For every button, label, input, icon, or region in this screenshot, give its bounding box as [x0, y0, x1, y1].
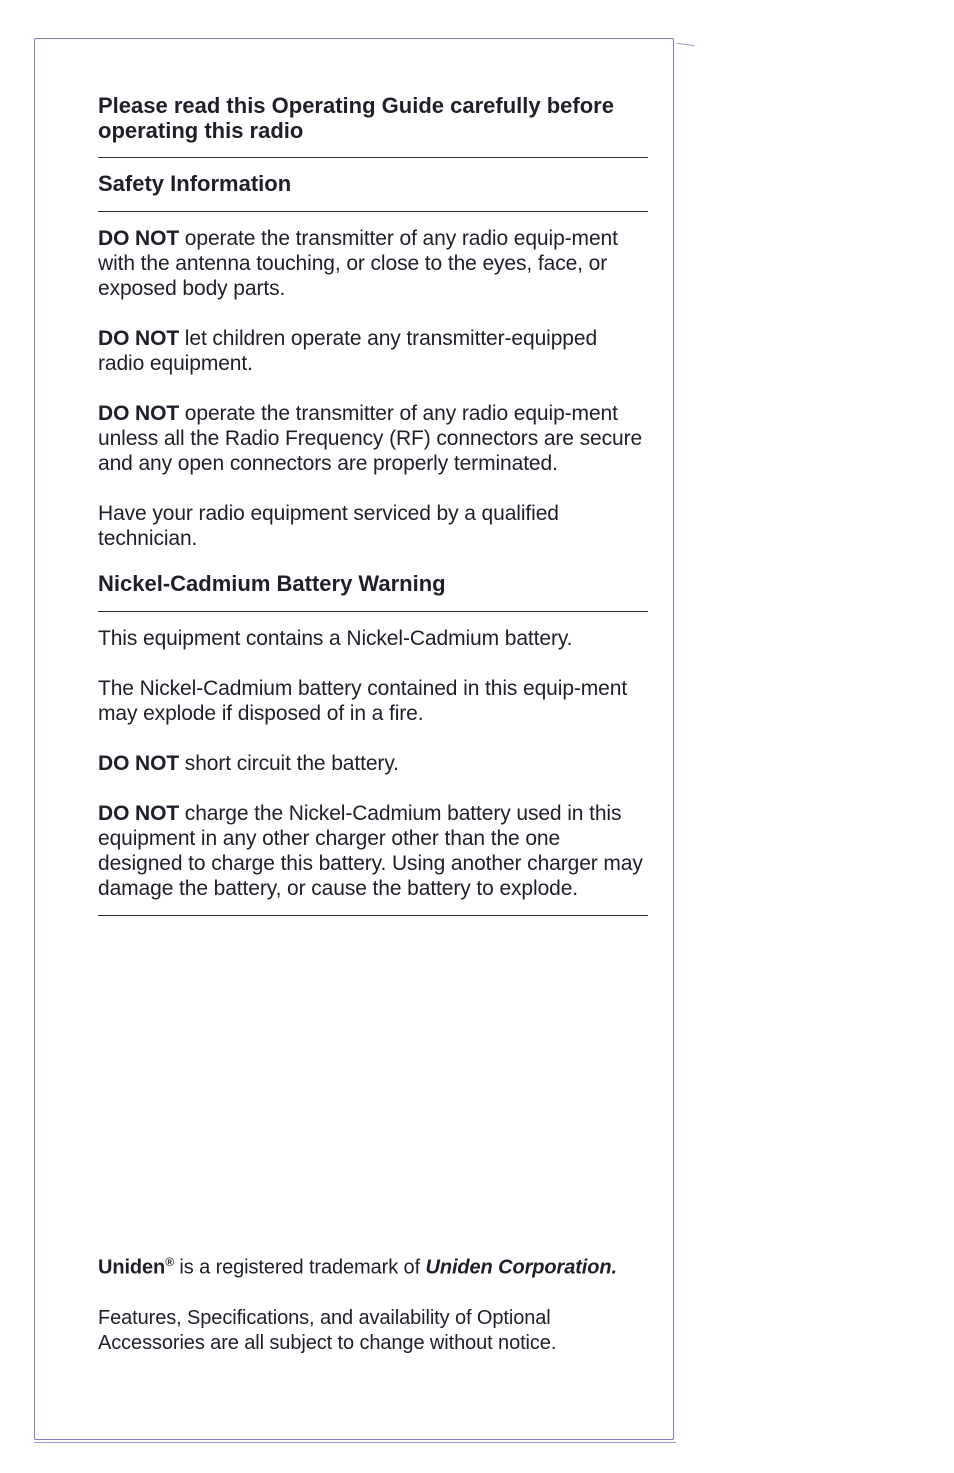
- warning-lead: DO NOT: [98, 327, 180, 350]
- warning-lead: DO NOT: [98, 752, 180, 775]
- intro-heading: Please read this Operating Guide carefully before operating this radio: [98, 93, 648, 158]
- guide-content: [98, 93, 648, 916]
- safety-item-text: operate the transmitter of any radio equip-ment unless all the Radio Frequency (RF) connectors are secure and any open connectors are properly terminated.: [98, 402, 643, 475]
- safety-section: [98, 212, 648, 551]
- battery-section: [98, 612, 648, 901]
- registered-mark: ®: [165, 1255, 174, 1269]
- warning-lead: DO NOT: [98, 402, 180, 425]
- safety-item: [98, 401, 648, 476]
- warning-lead: DO NOT: [98, 227, 180, 250]
- footer: [98, 1250, 658, 1356]
- safety-item: [98, 226, 648, 301]
- battery-item: [98, 676, 648, 726]
- battery-item: [98, 626, 648, 651]
- battery-item: [98, 751, 648, 776]
- battery-warning-heading: Nickel-Cadmium Battery Warning: [98, 563, 648, 612]
- safety-item: [98, 501, 648, 551]
- safety-heading: Safety Information: [98, 158, 648, 212]
- safety-item-text: let children operate any transmitter-equipped radio equipment.: [98, 327, 598, 375]
- change-notice: Features, Specifications, and availability of Optional Accessories are all subject to change without notice.: [98, 1306, 557, 1354]
- battery-item-text: This equipment contains a Nickel-Cadmium battery.: [98, 627, 573, 650]
- battery-item-text: charge the Nickel-Cadmium battery used in this equipment in any other charger other than the one designed to charge this battery. Using another charger may damage the battery, or cause the battery to explode.: [98, 802, 643, 900]
- section-end-rule: [98, 915, 648, 916]
- trademark-notice: [98, 1250, 658, 1281]
- battery-item-text: The Nickel-Cadmium battery contained in this equip-ment may explode if disposed of in a fire.: [98, 677, 628, 725]
- brand-name: Uniden: [98, 1256, 166, 1279]
- battery-item-text: short circuit the battery.: [179, 752, 399, 775]
- corporation-name: Uniden Corporation.: [425, 1256, 617, 1279]
- safety-item: [98, 326, 648, 376]
- warning-lead: DO NOT: [98, 802, 180, 825]
- trademark-text: is a registered trademark of: [173, 1256, 426, 1279]
- safety-item-text: operate the transmitter of any radio equip-ment with the antenna touching, or close to the eyes, face, or exposed body parts.: [98, 227, 618, 300]
- page-corner-mark: [675, 43, 694, 56]
- battery-item: [98, 801, 648, 901]
- safety-item-text: Have your radio equipment serviced by a qualified technician.: [98, 502, 559, 550]
